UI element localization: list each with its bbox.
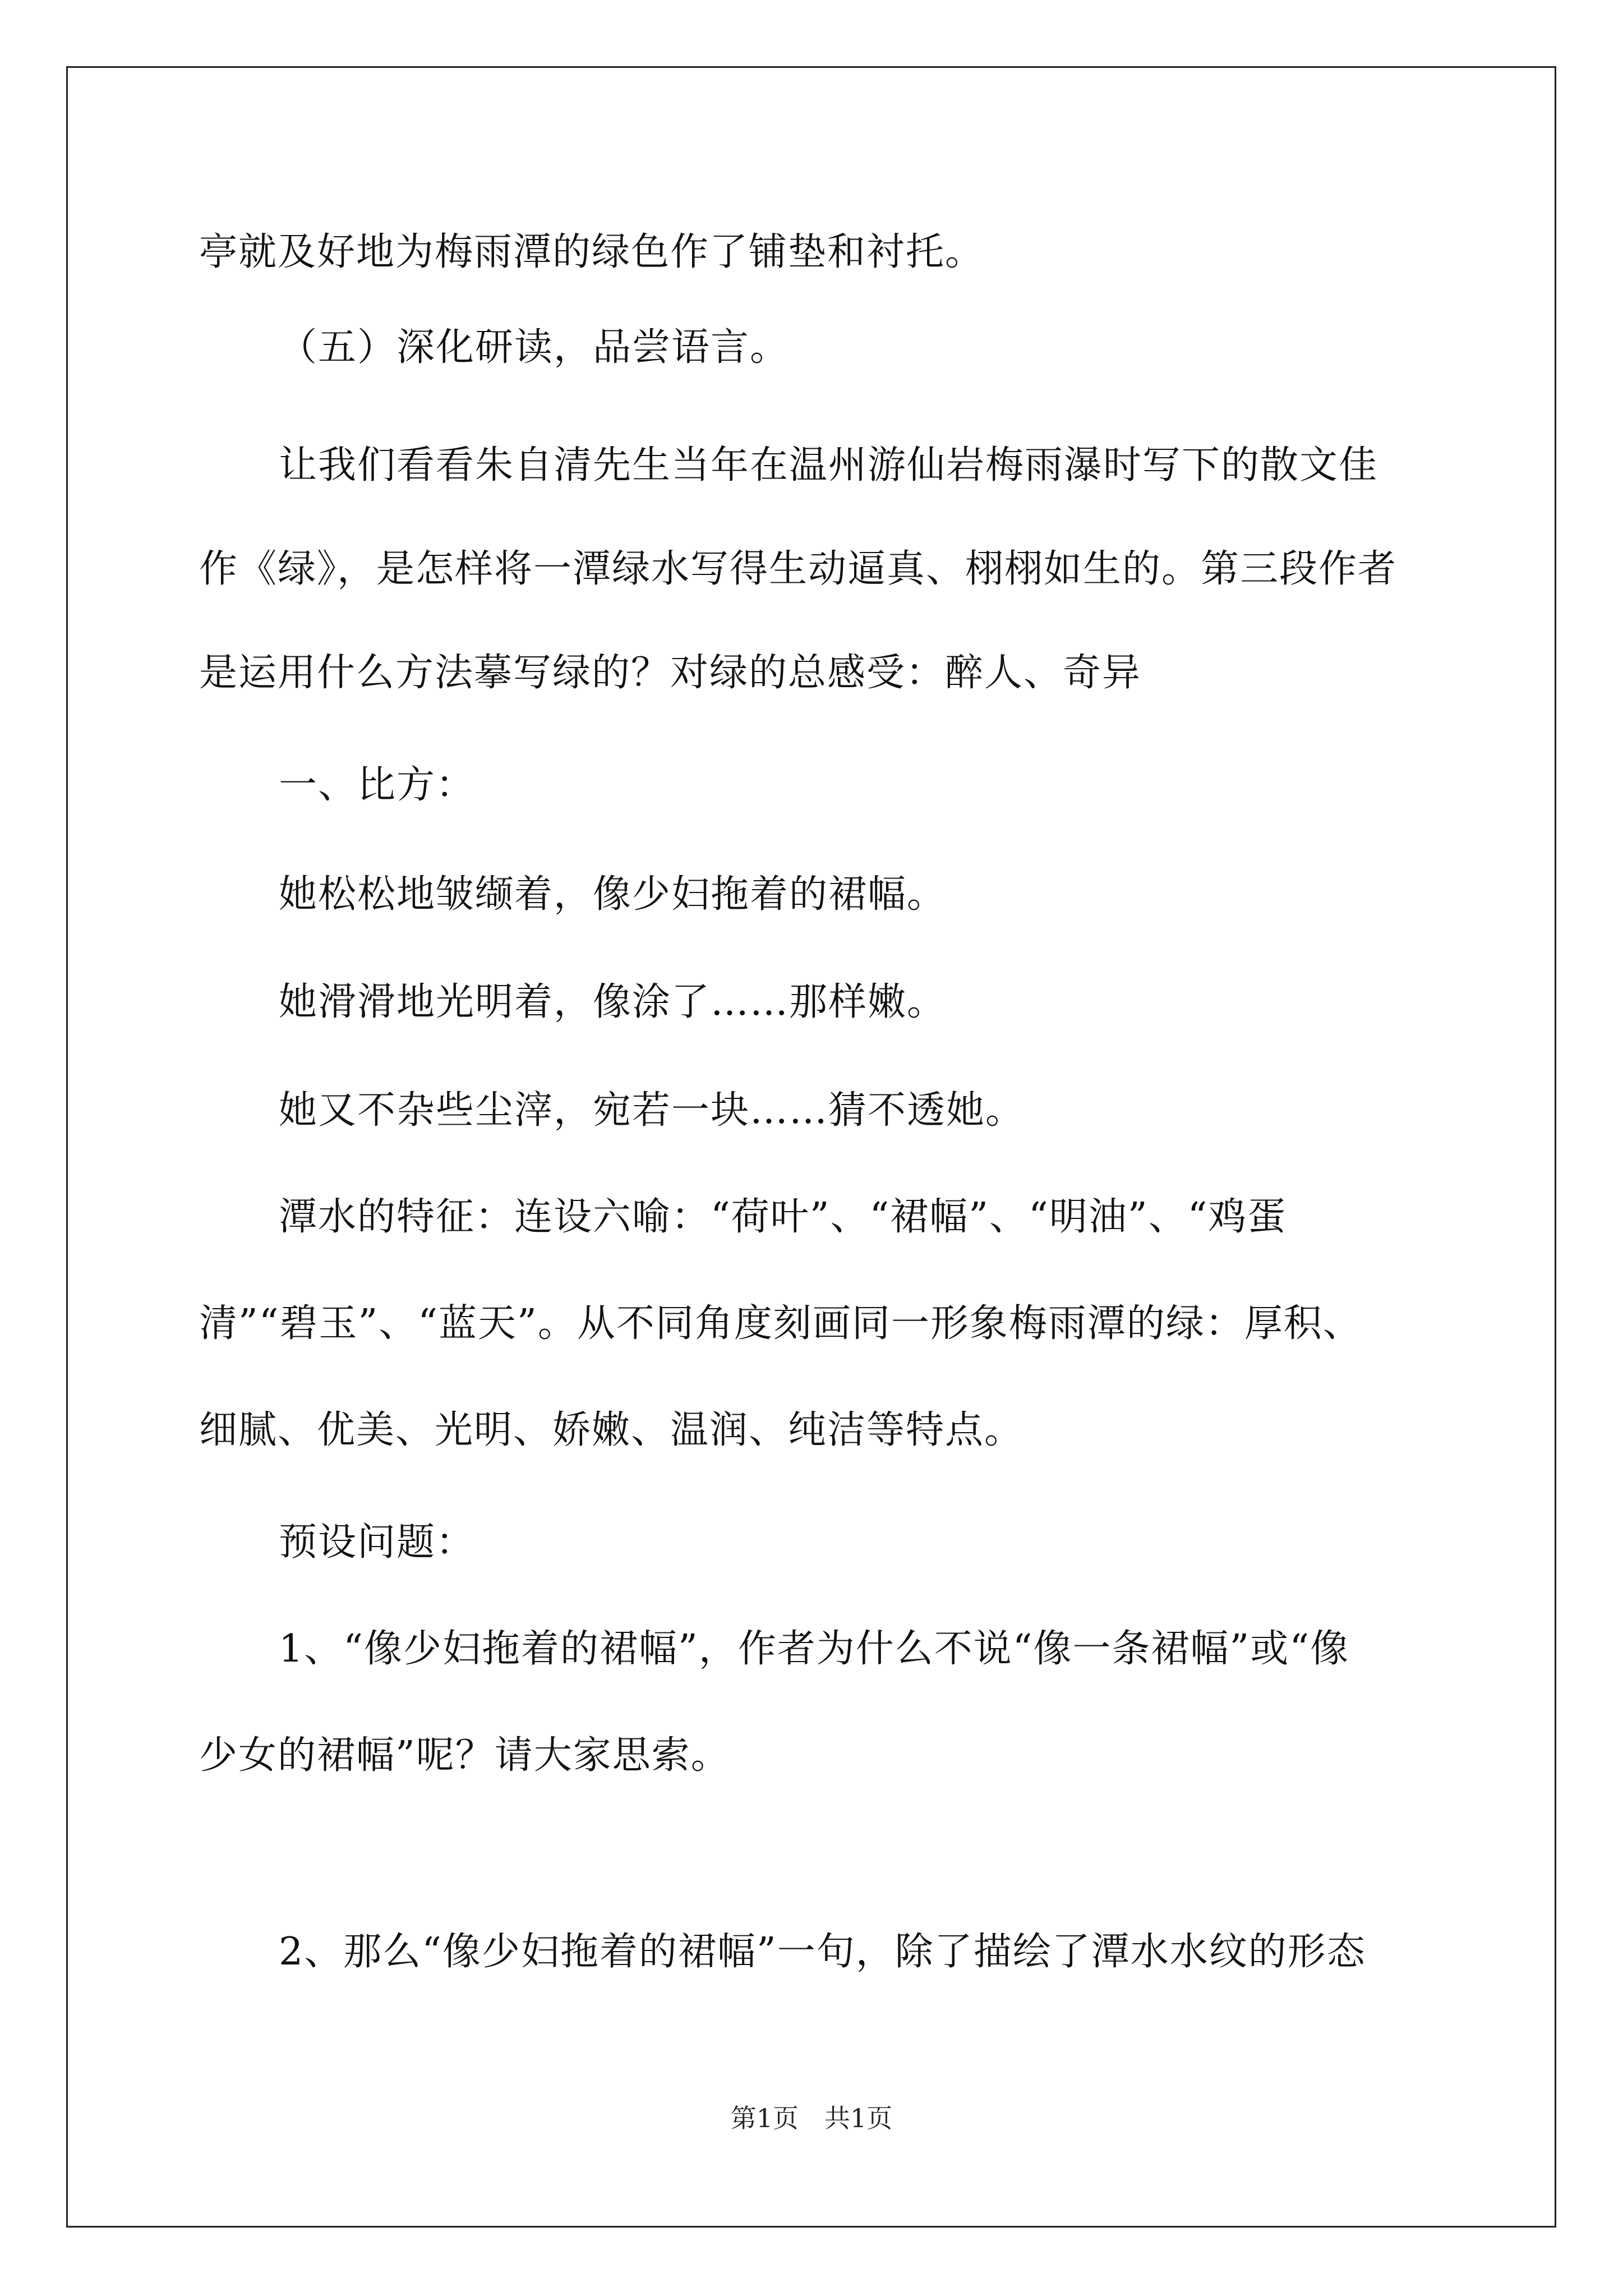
paragraph-line-3: 让我们看看朱自清先生当年在温州游仙岩梅雨瀑时写下的散文佳 <box>279 443 1378 487</box>
question-1-line-2: 少女的裙幅”呢？请大家思索。 <box>199 1733 730 1778</box>
quote-line-2: 她滑滑地光明着，像涂了……那样嫩。 <box>279 980 947 1024</box>
page-border <box>66 66 1556 2228</box>
quote-line-1: 她松松地皱缬着，像少妇拖着的裙幅。 <box>279 872 947 917</box>
paragraph-line-12: 细腻、优美、光明、娇嫩、温润、纯洁等特点。 <box>199 1408 1024 1452</box>
subheading-metaphor: 一、比方： <box>279 763 476 807</box>
question-2-line-1: 2、那么“像少妇拖着的裙幅”一句，除了描绘了潭水水纹的形态 <box>279 1930 1366 1974</box>
preset-questions-heading: 预设问题： <box>279 1520 476 1565</box>
paragraph-line-1: 亭就及好地为梅雨潭的绿色作了铺垫和衬托。 <box>199 230 985 274</box>
page-footer: 第1页 共1页 <box>730 2103 893 2133</box>
paragraph-line-5: 是运用什么方法摹写绿的？对绿的总感受：醉人、奇异 <box>199 651 1142 695</box>
question-1-line-1: 1、“像少妇拖着的裙幅”，作者为什么不说“像一条裙幅”或“像 <box>279 1627 1350 1671</box>
paragraph-line-10: 潭水的特征：连设六喻：“荷叶”、“裙幅”、“明油”、“鸡蛋 <box>279 1195 1287 1239</box>
section-heading: （五）深化研读，品尝语言。 <box>279 325 790 370</box>
paragraph-line-11: 清”“碧玉”、“蓝天”。从不同角度刻画同一形象梅雨潭的绿：厚积、 <box>199 1301 1362 1346</box>
quote-line-3: 她又不杂些尘滓，宛若一块……猜不透她。 <box>279 1088 1025 1133</box>
paragraph-line-4: 作《绿》，是怎样将一潭绿水写得生动逼真、栩栩如生的。第三段作者 <box>199 547 1398 591</box>
